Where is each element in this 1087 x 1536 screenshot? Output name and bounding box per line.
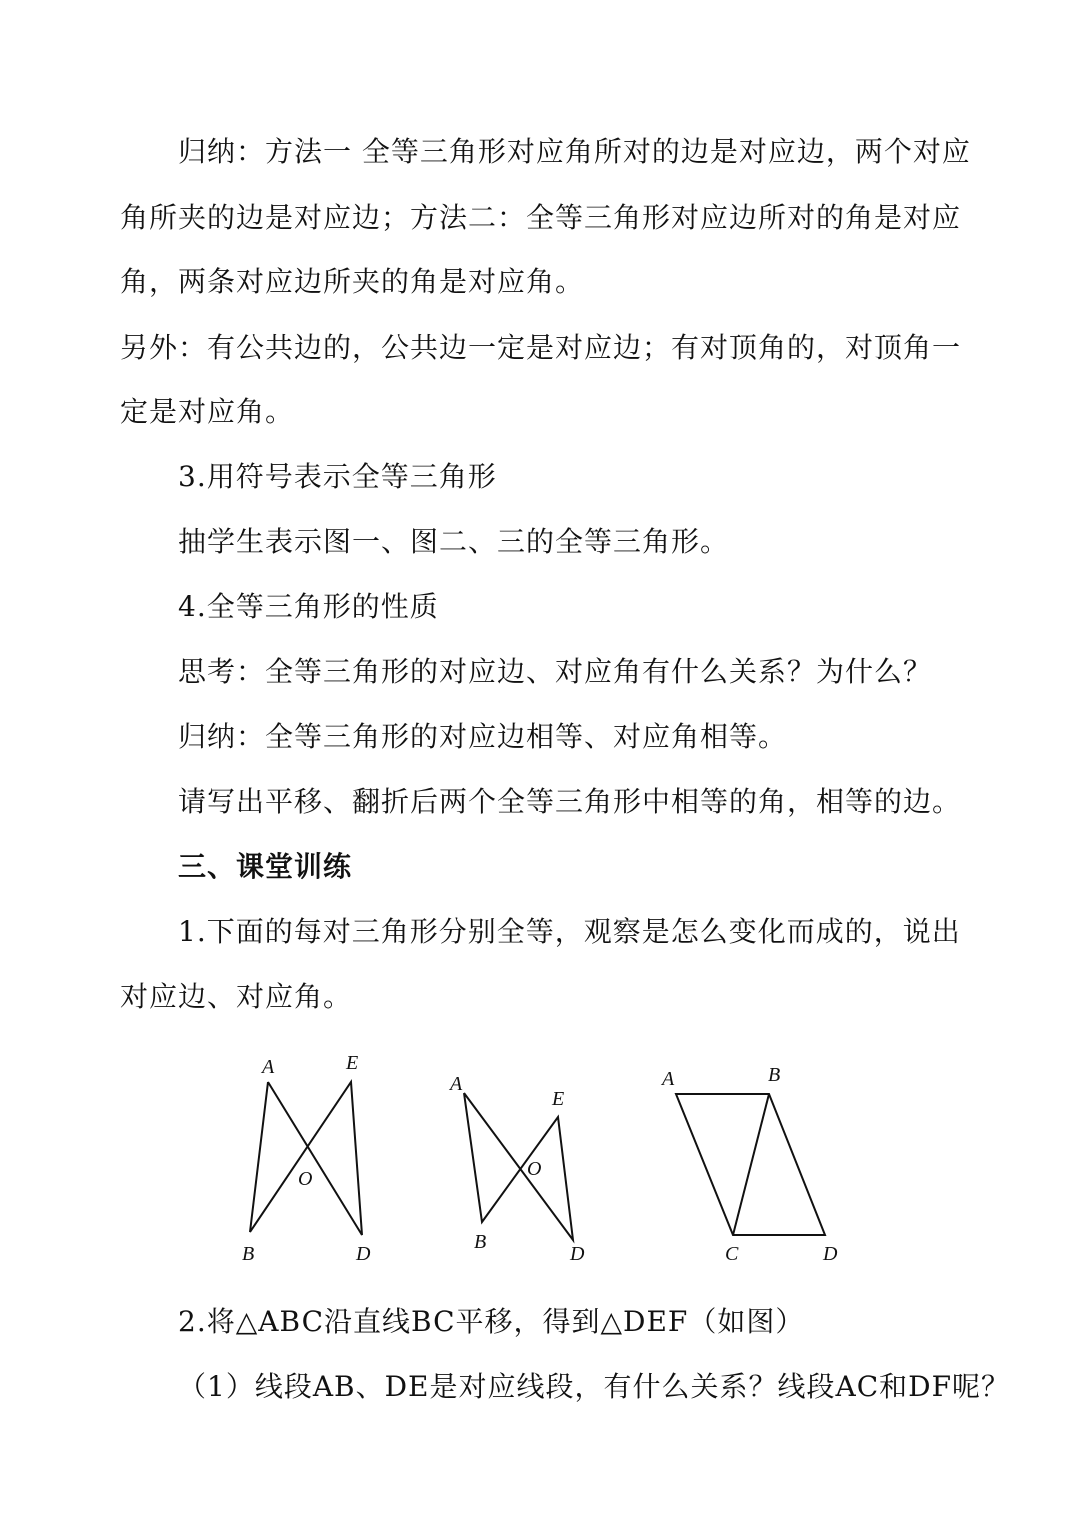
label-o: O	[527, 1158, 542, 1180]
section-title: 三、课堂训练	[178, 850, 353, 883]
paragraph-line: 1.下面的每对三角形分别全等，观察是怎么变化而成的，说出	[178, 915, 961, 948]
paragraph-line: 角，两条对应边所夹的角是对应角。	[120, 265, 585, 298]
label-o: O	[298, 1168, 313, 1190]
paragraph-line: 对应边、对应角。	[120, 980, 353, 1013]
section-heading: 4.全等三角形的性质	[178, 590, 439, 623]
section-heading: 3.用符号表示全等三角形	[178, 460, 497, 493]
label-a: A	[262, 1056, 275, 1078]
figure-1	[230, 1045, 400, 1275]
paragraph-line: 2.将△ABC沿直线BC平移，得到△DEF（如图）	[178, 1305, 805, 1338]
paragraph-line: （1）线段AB、DE是对应线段，有什么关系？线段AC和DF呢？	[178, 1370, 1011, 1403]
label-b: B	[474, 1231, 487, 1253]
label-e: E	[552, 1088, 565, 1110]
figure-3-diagonal	[733, 1094, 769, 1235]
label-d: D	[570, 1243, 585, 1265]
figure-3	[650, 1045, 850, 1275]
figure-1-lines	[250, 1082, 362, 1235]
paragraph-line: 归纳：全等三角形的对应边相等、对应角相等。	[178, 720, 788, 753]
label-b: B	[242, 1243, 255, 1265]
paragraph-line: 另外：有公共边的，公共边一定是对应边；有对顶角的，对顶角一	[120, 331, 962, 364]
paragraph-line: 归纳：方法一 全等三角形对应角所对的边是对应边，两个对应	[178, 135, 971, 168]
figure-2	[440, 1045, 600, 1275]
paragraph-line: 抽学生表示图一、图二、三的全等三角形。	[178, 525, 730, 558]
paragraph-line: 定是对应角。	[120, 395, 295, 428]
paragraph-line: 请写出平移、翻折后两个全等三角形中相等的角，相等的边。	[178, 785, 962, 818]
label-d: D	[356, 1243, 371, 1265]
label-c: C	[725, 1243, 739, 1265]
figure-2-lines	[464, 1093, 573, 1240]
label-a: A	[450, 1073, 463, 1095]
paragraph-line: 思考：全等三角形的对应边、对应角有什么关系？为什么？	[178, 655, 933, 688]
label-a: A	[662, 1068, 675, 1090]
paragraph-line: 角所夹的边是对应边；方法二：全等三角形对应边所对的角是对应	[120, 201, 962, 234]
label-e: E	[346, 1052, 359, 1074]
label-b: B	[768, 1064, 781, 1086]
label-d: D	[823, 1243, 838, 1265]
